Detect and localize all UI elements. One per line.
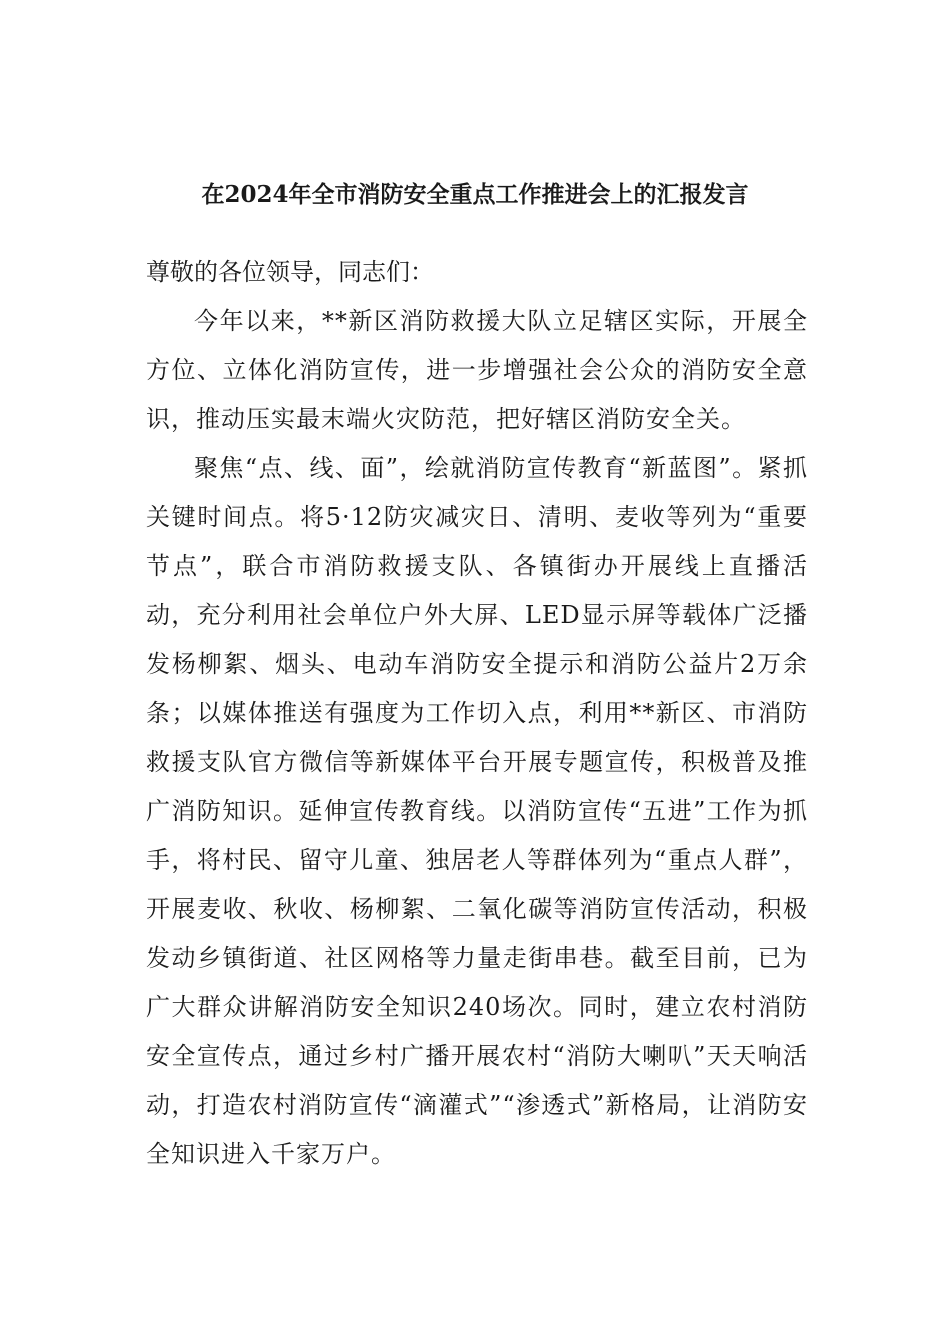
document-title: 在2024年全市消防安全重点工作推进会上的汇报发言 xyxy=(201,181,749,209)
salutation: 尊敬的各位领导，同志们： xyxy=(146,258,434,286)
document-body xyxy=(146,248,808,1179)
paragraph-intro: 今年以来，**新区消防救援大队立足辖区实际，开展全方位、立体化消防宣传，进一步增强社会公众的消防安全意识，推动压实最末端火灾防范，把好辖区消防安全关。 xyxy=(146,307,808,433)
paragraph-publicity: 聚焦“点、线、面”，绘就消防宣传教育“新蓝图”。紧抓关键时间点。将5·12防灾减灾日、清明、麦收等列为“重要节点”，联合市消防救援支队、各镇街办开展线上直播活动，充分利用社会单位户外大屏、LED显示屏等载体广泛播发杨柳絮、烟头、电动车消防安全提示和消防公益片2万余条；以媒体推送有强度为工作切入点，利用**新区、市消防救援支队官方微信等新媒体平台开展专题宣传，积极普及推广消防知识。延伸宣传教育线。以消防宣传“五进”工作为抓手，将村民、留守儿童、独居老人等群体列为“重点人群”，开展麦收、秋收、杨柳絮、二氧化碳等消防宣传活动，积极发动乡镇街道、社区网格等力量走街串巷。截至目前，已为广大群众讲解消防安全知识240场次。同时，建立农村消防安全宣传点，通过乡村广播开展农村“消防大喇叭”天天响活动，打造农村消防宣传“滴灌式”“渗透式”新格局，让消防安全知识进入千家万户。 xyxy=(146,454,808,1168)
